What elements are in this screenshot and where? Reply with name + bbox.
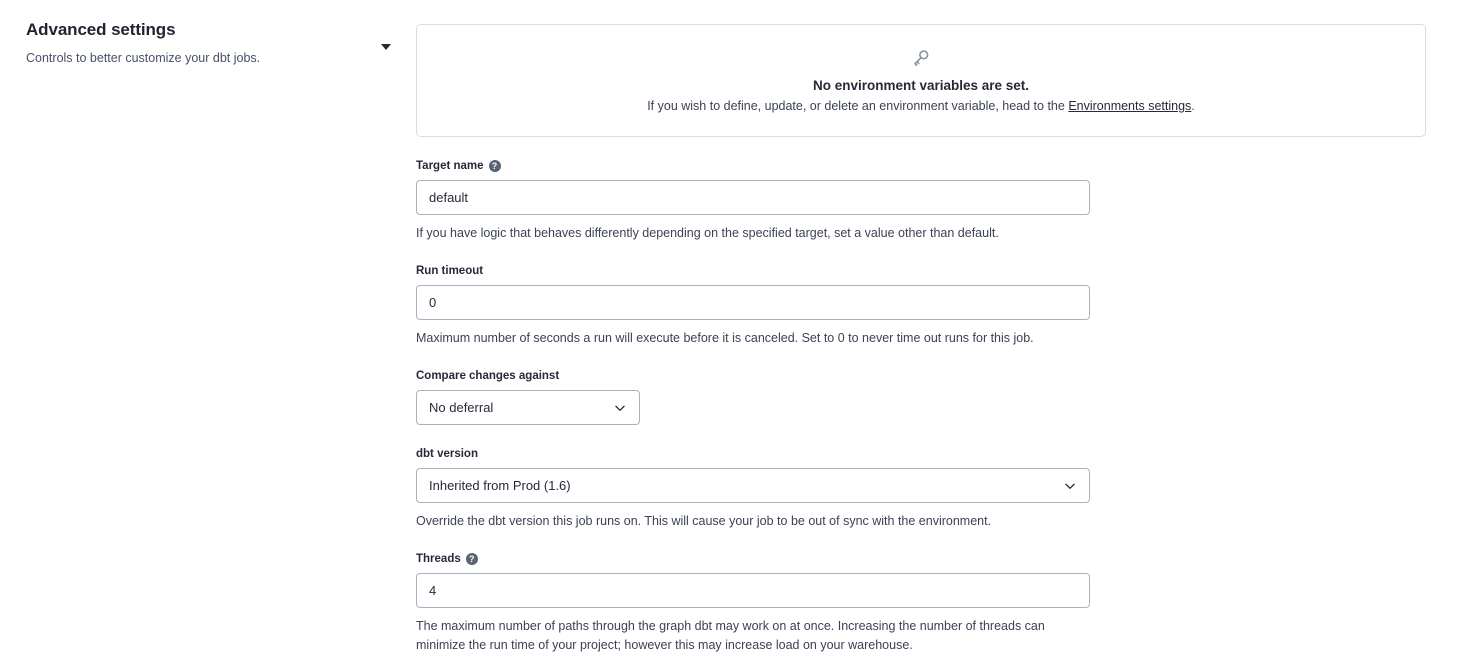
compare-changes-field [416, 370, 1426, 425]
threads-label-text: Threads [416, 553, 461, 566]
threads-help: The maximum number of paths through the graph dbt may work on at once. Increasing the number of threads can minimize the run time of your project; however this may increase load on your warehouse. [416, 619, 1045, 652]
question-mark-icon[interactable]: ? [489, 160, 501, 172]
chevron-down-icon [613, 401, 627, 415]
dbt-version-select[interactable] [416, 468, 1090, 503]
environment-variables-title: No environment variables are set. [812, 78, 1030, 93]
dbt-version-select-wrap [416, 468, 1090, 503]
compare-changes-select[interactable] [416, 390, 640, 425]
page-title: Advanced settings [26, 20, 176, 39]
run-timeout-label [416, 265, 1426, 277]
compare-changes-label-text: Compare changes against [416, 370, 560, 383]
target-name-help: If you have logic that behaves differently depending on the specified target, set a value other than default. [416, 226, 999, 240]
environment-variables-empty-state [416, 24, 1426, 137]
advanced-settings-form [416, 24, 1426, 654]
dbt-version-label [416, 448, 1426, 460]
environments-settings-link[interactable]: Environments settings [1068, 99, 1192, 113]
dbt-version-field [416, 448, 1426, 530]
environment-variables-description-prefix: If you wish to define, update, or delete an environment variable, head to the [647, 99, 1069, 113]
dbt-version-label-text: dbt version [416, 448, 478, 461]
threads-field [416, 553, 1426, 653]
compare-changes-label [416, 370, 1426, 382]
compare-changes-value: No deferral [429, 400, 494, 416]
dbt-version-help: Override the dbt version this job runs on. This will cause your job to be out of sync with the environment. [416, 514, 992, 529]
page-subtitle: Controls to better customize your dbt jobs. [26, 51, 261, 65]
environment-variables-description-suffix: . [1191, 99, 1195, 113]
target-name-input[interactable] [416, 180, 1090, 215]
target-name-label-text: Target name [416, 160, 484, 172]
caret-down-icon[interactable] [378, 38, 394, 54]
run-timeout-field [416, 265, 1426, 347]
run-timeout-input[interactable] [416, 285, 1090, 320]
key-icon [910, 48, 932, 70]
question-mark-icon[interactable]: ? [466, 553, 478, 565]
chevron-down-icon [1063, 479, 1077, 493]
threads-input[interactable] [416, 573, 1090, 608]
target-name-field [416, 160, 1426, 242]
dbt-version-value: Inherited from Prod (1.6) [429, 478, 571, 494]
compare-changes-select-wrap [416, 390, 640, 425]
target-name-label [416, 160, 1426, 172]
environment-variables-description [647, 99, 1195, 113]
run-timeout-label-text: Run timeout [416, 265, 484, 278]
threads-label [416, 553, 1426, 565]
advanced-settings-description [26, 20, 396, 65]
run-timeout-help: Maximum number of seconds a run will execute before it is canceled. Set to 0 to never time out runs for this job. [416, 331, 1034, 346]
